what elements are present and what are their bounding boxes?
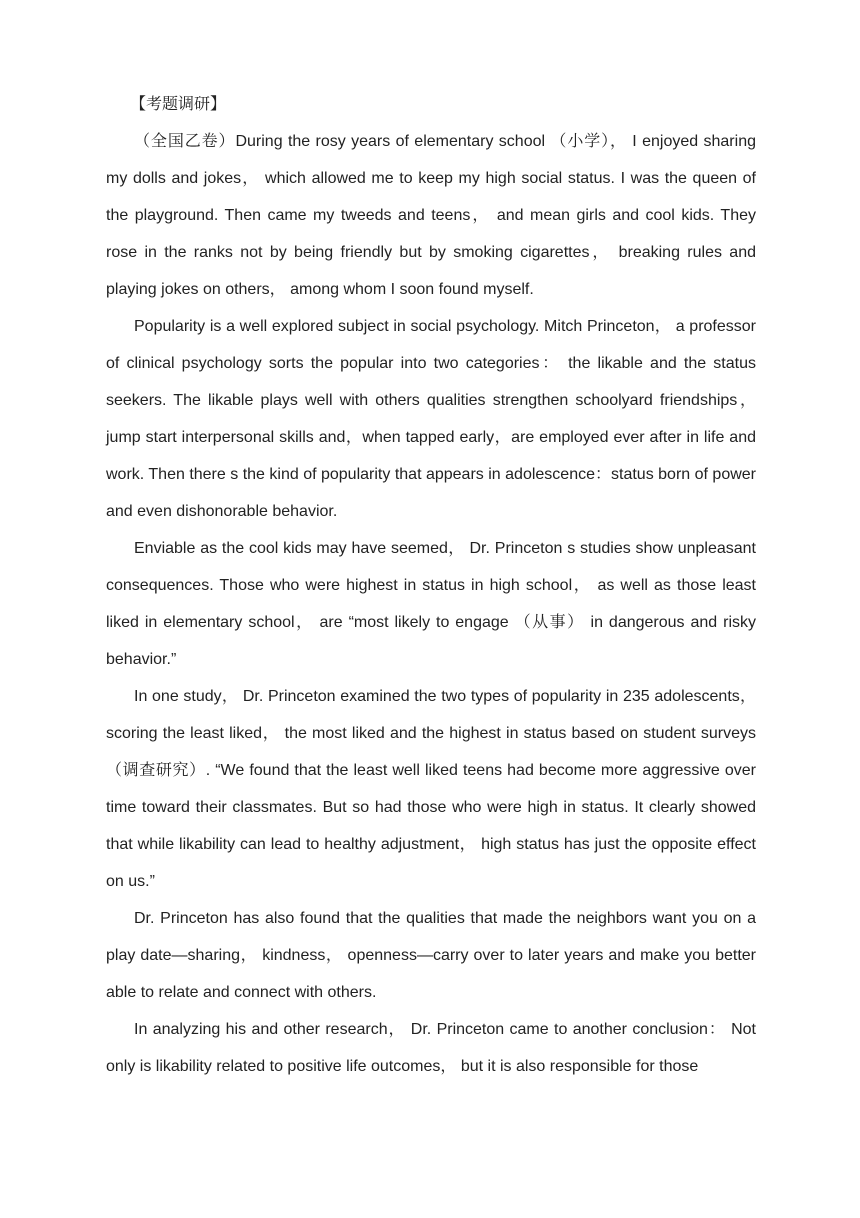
paragraph-5: Dr. Princeton has also found that the qualities that made the neighbors want you on a play date—sharing， kindness， openness—carry over to later years and make you better able to relate and connect with others. — [106, 910, 756, 1001]
paragraph-2: Popularity is a well explored subject in social psychology. Mitch Princeton， a professor of clinical psychology sorts the popular into two categories： the likable and the status seekers. The likable plays well with others qualities strengthen schoolyard friendships，jump start interpersonal skills and，when tapped early，are employed ever after in life and work. Then there s the kind of popularity that appears in adolescence：status born of power and even dishonorable behavior. — [106, 318, 756, 520]
document-body — [106, 86, 756, 1085]
paragraph-6: In analyzing his and other research， Dr. Princeton came to another conclusion： Not only is likability related to positive life outcomes， but it is also responsible for those — [106, 1021, 756, 1075]
paragraph-1: （全国乙卷）During the rosy years of elementary school （小学）， I enjoyed sharing my dolls and jokes， which allowed me to keep my high social status. I was the queen of the playground. Then came my tweeds and teens， and mean girls and cool kids. They rose in the ranks not by being friendly but by smoking cigarettes， breaking rules and playing jokes on others， among whom I soon found myself. — [106, 133, 756, 298]
paragraph-3: Enviable as the cool kids may have seemed， Dr. Princeton s studies show unpleasant consequences. Those who were highest in status in high school， as well as those least liked in elementary school， are “most likely to engage （从事） in dangerous and risky behavior.” — [106, 540, 756, 668]
section-heading: 【考题调研】 — [130, 96, 227, 113]
paragraph-4: In one study， Dr. Princeton examined the two types of popularity in 235 adolescents， scoring the least liked， the most liked and the highest in status based on student surveys （调查研究）. “We found that the least well liked teens had become more aggressive over time toward their classmates. But so had those who were high in status. It clearly showed that while likability can lead to healthy adjustment， high status has just the opposite effect on us.” — [106, 688, 756, 890]
